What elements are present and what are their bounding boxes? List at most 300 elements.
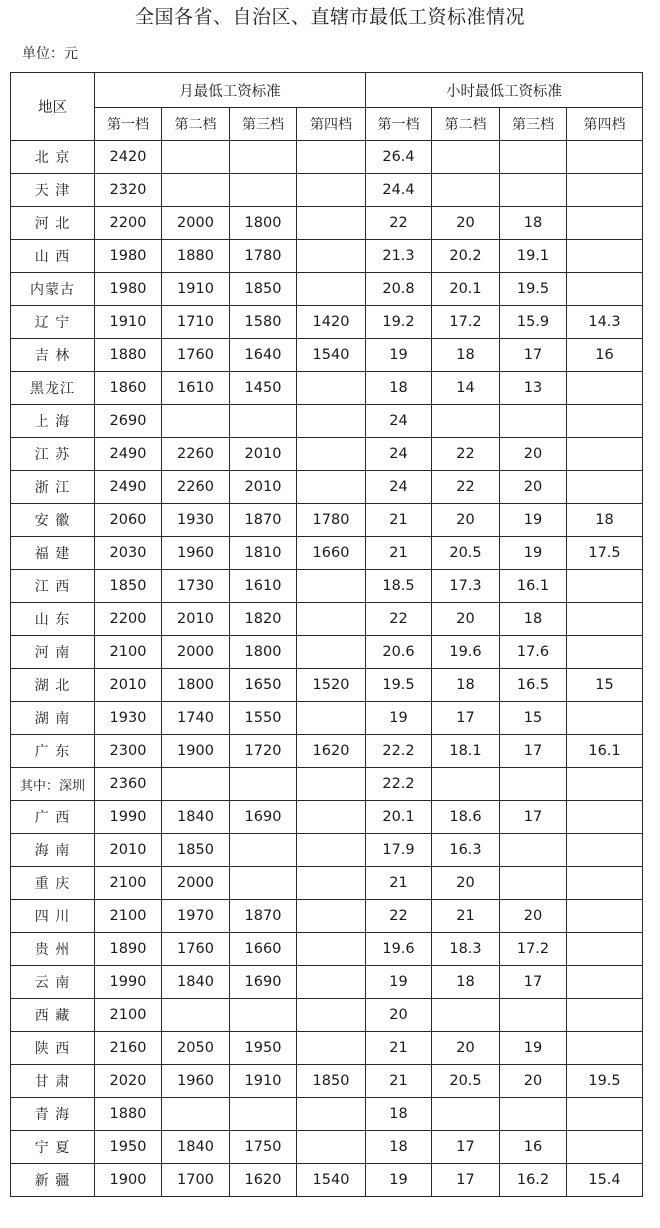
monthly-wage-cell xyxy=(230,834,297,867)
hourly-wage-cell: 20 xyxy=(500,438,567,471)
hourly-wage-cell xyxy=(567,438,643,471)
region-cell: 西 藏 xyxy=(11,999,95,1032)
table-row xyxy=(11,669,643,702)
hourly-wage-cell: 15 xyxy=(500,702,567,735)
hourly-wage-cell: 20 xyxy=(432,1032,500,1065)
region-cell: 甘 肃 xyxy=(11,1065,95,1098)
monthly-wage-cell: 1540 xyxy=(297,1164,366,1197)
monthly-wage-cell xyxy=(162,768,230,801)
monthly-wage-cell: 1690 xyxy=(230,801,297,834)
monthly-wage-cell xyxy=(297,966,366,999)
hourly-wage-cell: 19.5 xyxy=(366,669,432,702)
monthly-wage-cell: 2320 xyxy=(95,174,162,207)
hourly-wage-cell: 20.5 xyxy=(432,1065,500,1098)
hourly-wage-cell xyxy=(500,768,567,801)
hourly-wage-cell: 19.2 xyxy=(366,306,432,339)
monthly-wage-cell xyxy=(230,999,297,1032)
region-cell: 安 徽 xyxy=(11,504,95,537)
hourly-wage-cell xyxy=(432,141,500,174)
hourly-wage-cell: 17 xyxy=(500,339,567,372)
hourly-wage-cell xyxy=(567,834,643,867)
monthly-wage-cell: 2300 xyxy=(95,735,162,768)
table-row xyxy=(11,207,643,240)
region-cell: 云 南 xyxy=(11,966,95,999)
hourly-wage-cell: 20 xyxy=(432,603,500,636)
hourly-wage-cell: 15 xyxy=(567,669,643,702)
monthly-wage-cell: 1870 xyxy=(230,900,297,933)
monthly-wage-cell: 1850 xyxy=(230,273,297,306)
region-cell: 北 京 xyxy=(11,141,95,174)
monthly-wage-cell: 1610 xyxy=(162,372,230,405)
monthly-wage-cell: 1620 xyxy=(297,735,366,768)
hourly-wage-cell: 18 xyxy=(500,207,567,240)
hourly-tier-header: 第二档 xyxy=(432,108,500,141)
monthly-wage-cell: 1760 xyxy=(162,933,230,966)
table-header xyxy=(11,73,643,141)
monthly-wage-cell: 1980 xyxy=(95,240,162,273)
hourly-wage-cell: 19 xyxy=(366,339,432,372)
hourly-wage-cell: 17.5 xyxy=(567,537,643,570)
monthly-wage-cell: 1820 xyxy=(230,603,297,636)
region-cell: 湖 南 xyxy=(11,702,95,735)
monthly-wage-cell: 1990 xyxy=(95,966,162,999)
hourly-wage-cell xyxy=(567,636,643,669)
hourly-wage-cell: 19 xyxy=(500,504,567,537)
monthly-wage-cell: 2010 xyxy=(230,438,297,471)
monthly-tier-header: 第四档 xyxy=(297,108,366,141)
hourly-tier-header: 第四档 xyxy=(567,108,643,141)
monthly-wage-cell: 1540 xyxy=(297,339,366,372)
monthly-wage-cell: 1960 xyxy=(162,1065,230,1098)
region-cell: 青 海 xyxy=(11,1098,95,1131)
hourly-wage-cell: 17 xyxy=(432,702,500,735)
table-row xyxy=(11,768,643,801)
monthly-wage-cell: 2690 xyxy=(95,405,162,438)
hourly-wage-cell: 17.9 xyxy=(366,834,432,867)
hourly-wage-cell xyxy=(432,405,500,438)
monthly-wage-cell: 1950 xyxy=(95,1131,162,1164)
monthly-wage-cell: 1580 xyxy=(230,306,297,339)
hourly-wage-cell xyxy=(567,603,643,636)
monthly-wage-cell xyxy=(230,768,297,801)
region-cell: 四 川 xyxy=(11,900,95,933)
monthly-wage-cell: 2360 xyxy=(95,768,162,801)
table-row xyxy=(11,603,643,636)
hourly-wage-cell xyxy=(567,867,643,900)
table-row xyxy=(11,174,643,207)
hourly-wage-cell: 21 xyxy=(366,504,432,537)
table-row xyxy=(11,933,643,966)
monthly-wage-cell xyxy=(297,240,366,273)
monthly-wage-cell: 2020 xyxy=(95,1065,162,1098)
monthly-wage-cell xyxy=(297,999,366,1032)
monthly-wage-cell: 2000 xyxy=(162,636,230,669)
region-cell: 内蒙古 xyxy=(11,273,95,306)
monthly-wage-cell: 1660 xyxy=(230,933,297,966)
table-row xyxy=(11,1131,643,1164)
hourly-wage-cell: 19.5 xyxy=(567,1065,643,1098)
monthly-wage-cell: 1720 xyxy=(230,735,297,768)
hourly-wage-cell: 21 xyxy=(366,1065,432,1098)
region-cell: 浙 江 xyxy=(11,471,95,504)
hourly-wage-cell xyxy=(567,1098,643,1131)
monthly-wage-cell xyxy=(297,471,366,504)
hourly-wage-cell: 22 xyxy=(366,207,432,240)
monthly-wage-cell: 2060 xyxy=(95,504,162,537)
hourly-tier-header: 第一档 xyxy=(366,108,432,141)
monthly-wage-cell xyxy=(297,207,366,240)
monthly-tier-header: 第三档 xyxy=(230,108,297,141)
region-cell: 新 疆 xyxy=(11,1164,95,1197)
hourly-wage-cell xyxy=(567,1131,643,1164)
monthly-wage-cell xyxy=(297,438,366,471)
monthly-wage-cell: 2490 xyxy=(95,438,162,471)
minimum-wage-table xyxy=(10,72,643,1197)
monthly-wage-cell: 1890 xyxy=(95,933,162,966)
region-cell: 贵 州 xyxy=(11,933,95,966)
region-cell: 福 建 xyxy=(11,537,95,570)
hourly-wage-cell: 17.6 xyxy=(500,636,567,669)
monthly-wage-cell: 2200 xyxy=(95,207,162,240)
hourly-wage-cell: 18 xyxy=(366,372,432,405)
table-row xyxy=(11,438,643,471)
hourly-wage-cell xyxy=(500,999,567,1032)
monthly-wage-cell: 1980 xyxy=(95,273,162,306)
hourly-wage-cell: 20 xyxy=(366,999,432,1032)
hourly-wage-cell: 20.6 xyxy=(366,636,432,669)
hourly-wage-cell: 17 xyxy=(432,1131,500,1164)
hourly-wage-cell xyxy=(567,174,643,207)
region-cell: 广 东 xyxy=(11,735,95,768)
monthly-wage-cell: 2260 xyxy=(162,438,230,471)
hourly-wage-cell xyxy=(500,405,567,438)
region-cell: 辽 宁 xyxy=(11,306,95,339)
hourly-wage-cell: 17.2 xyxy=(500,933,567,966)
monthly-wage-cell: 1450 xyxy=(230,372,297,405)
monthly-wage-cell: 1760 xyxy=(162,339,230,372)
hourly-wage-cell: 19.1 xyxy=(500,240,567,273)
hourly-wage-cell: 20.1 xyxy=(366,801,432,834)
region-cell: 天 津 xyxy=(11,174,95,207)
region-cell: 江 苏 xyxy=(11,438,95,471)
monthly-wage-cell: 2100 xyxy=(95,867,162,900)
hourly-wage-cell: 20 xyxy=(432,867,500,900)
monthly-wage-cell: 2000 xyxy=(162,867,230,900)
hourly-wage-cell xyxy=(500,141,567,174)
hourly-wage-cell: 20 xyxy=(500,900,567,933)
monthly-wage-cell xyxy=(230,174,297,207)
table-row xyxy=(11,240,643,273)
region-cell: 黑龙江 xyxy=(11,372,95,405)
hourly-wage-cell: 17 xyxy=(432,1164,500,1197)
monthly-wage-cell xyxy=(230,867,297,900)
hourly-wage-cell: 17 xyxy=(500,735,567,768)
table-row xyxy=(11,702,643,735)
hourly-wage-cell: 22 xyxy=(432,471,500,504)
hourly-wage-cell xyxy=(567,801,643,834)
monthly-wage-cell: 1700 xyxy=(162,1164,230,1197)
hourly-wage-cell: 22 xyxy=(366,900,432,933)
monthly-wage-cell: 1550 xyxy=(230,702,297,735)
hourly-wage-cell xyxy=(432,174,500,207)
monthly-wage-cell: 2030 xyxy=(95,537,162,570)
monthly-tier-header: 第一档 xyxy=(95,108,162,141)
monthly-wage-cell xyxy=(297,174,366,207)
table-row xyxy=(11,504,643,537)
hourly-wage-cell: 15.4 xyxy=(567,1164,643,1197)
monthly-wage-cell: 1800 xyxy=(230,207,297,240)
hourly-wage-cell xyxy=(567,999,643,1032)
hourly-wage-cell: 22.2 xyxy=(366,735,432,768)
table-row xyxy=(11,1164,643,1197)
hourly-wage-cell: 18.3 xyxy=(432,933,500,966)
monthly-wage-cell: 1800 xyxy=(230,636,297,669)
monthly-wage-cell xyxy=(297,867,366,900)
monthly-wage-cell: 2490 xyxy=(95,471,162,504)
region-cell: 广 西 xyxy=(11,801,95,834)
hourly-wage-cell: 13 xyxy=(500,372,567,405)
monthly-tier-header: 第二档 xyxy=(162,108,230,141)
region-cell: 上 海 xyxy=(11,405,95,438)
monthly-wage-cell: 2010 xyxy=(95,834,162,867)
hourly-wage-cell: 18 xyxy=(500,603,567,636)
table-row xyxy=(11,636,643,669)
monthly-wage-cell xyxy=(297,372,366,405)
hourly-wage-cell xyxy=(567,372,643,405)
hourly-wage-cell: 21 xyxy=(366,537,432,570)
monthly-wage-cell xyxy=(297,405,366,438)
hourly-wage-cell xyxy=(567,966,643,999)
hourly-wage-cell xyxy=(567,570,643,603)
hourly-wage-cell: 19 xyxy=(366,1164,432,1197)
monthly-wage-cell: 1690 xyxy=(230,966,297,999)
table-row xyxy=(11,1032,643,1065)
monthly-wage-cell: 1870 xyxy=(230,504,297,537)
monthly-wage-cell: 1930 xyxy=(162,504,230,537)
hourly-wage-cell: 18 xyxy=(432,339,500,372)
monthly-wage-cell: 2010 xyxy=(230,471,297,504)
monthly-wage-cell: 1620 xyxy=(230,1164,297,1197)
hourly-wage-cell: 19 xyxy=(366,966,432,999)
hourly-wage-cell: 19.5 xyxy=(500,273,567,306)
region-cell: 宁 夏 xyxy=(11,1131,95,1164)
hourly-wage-cell: 18 xyxy=(567,504,643,537)
table-row xyxy=(11,273,643,306)
hourly-wage-cell: 16.1 xyxy=(567,735,643,768)
table-row xyxy=(11,405,643,438)
hourly-wage-cell: 24 xyxy=(366,405,432,438)
hourly-wage-cell: 17.3 xyxy=(432,570,500,603)
hourly-wage-cell: 17 xyxy=(500,966,567,999)
table-row xyxy=(11,141,643,174)
hourly-wage-cell: 14.3 xyxy=(567,306,643,339)
monthly-wage-cell: 1900 xyxy=(162,735,230,768)
hourly-wage-cell: 21 xyxy=(432,900,500,933)
hourly-wage-cell: 19.6 xyxy=(366,933,432,966)
hourly-wage-cell xyxy=(567,900,643,933)
monthly-wage-cell: 1860 xyxy=(95,372,162,405)
hourly-wage-cell xyxy=(567,1032,643,1065)
region-cell: 湖 北 xyxy=(11,669,95,702)
region-cell: 其中：深圳 xyxy=(11,768,95,801)
hourly-wage-cell: 16 xyxy=(567,339,643,372)
monthly-wage-cell: 2000 xyxy=(162,207,230,240)
monthly-wage-cell: 1420 xyxy=(297,306,366,339)
monthly-wage-cell: 1850 xyxy=(297,1065,366,1098)
hourly-wage-cell xyxy=(500,174,567,207)
hourly-wage-cell: 20.1 xyxy=(432,273,500,306)
hourly-wage-cell: 24 xyxy=(366,438,432,471)
hourly-wage-cell: 20.5 xyxy=(432,537,500,570)
monthly-wage-cell: 1650 xyxy=(230,669,297,702)
monthly-wage-cell: 2100 xyxy=(95,636,162,669)
monthly-group-header: 月最低工资标准 xyxy=(95,73,366,108)
monthly-wage-cell: 1750 xyxy=(230,1131,297,1164)
monthly-wage-cell xyxy=(297,768,366,801)
table-row xyxy=(11,570,643,603)
table-row xyxy=(11,471,643,504)
hourly-wage-cell: 20 xyxy=(432,504,500,537)
hourly-wage-cell: 20 xyxy=(500,471,567,504)
hourly-wage-cell: 24 xyxy=(366,471,432,504)
table-row xyxy=(11,801,643,834)
hourly-wage-cell xyxy=(500,1098,567,1131)
region-cell: 重 庆 xyxy=(11,867,95,900)
table-row xyxy=(11,867,643,900)
hourly-wage-cell: 24.4 xyxy=(366,174,432,207)
monthly-wage-cell: 2260 xyxy=(162,471,230,504)
hourly-wage-cell: 20 xyxy=(432,207,500,240)
monthly-wage-cell: 1910 xyxy=(230,1065,297,1098)
region-cell: 河 南 xyxy=(11,636,95,669)
monthly-wage-cell xyxy=(297,636,366,669)
unit-label: 单位：元 xyxy=(22,46,78,62)
monthly-wage-cell: 2100 xyxy=(95,900,162,933)
monthly-wage-cell: 2100 xyxy=(95,999,162,1032)
monthly-wage-cell: 1610 xyxy=(230,570,297,603)
hourly-tier-header: 第三档 xyxy=(500,108,567,141)
hourly-wage-cell: 14 xyxy=(432,372,500,405)
monthly-wage-cell: 1910 xyxy=(95,306,162,339)
region-cell: 吉 林 xyxy=(11,339,95,372)
monthly-wage-cell xyxy=(230,405,297,438)
monthly-wage-cell xyxy=(297,1032,366,1065)
table-row xyxy=(11,1065,643,1098)
hourly-wage-cell: 16.3 xyxy=(432,834,500,867)
monthly-wage-cell: 1850 xyxy=(162,834,230,867)
monthly-wage-cell: 2050 xyxy=(162,1032,230,1065)
monthly-wage-cell: 1990 xyxy=(95,801,162,834)
hourly-wage-cell: 26.4 xyxy=(366,141,432,174)
monthly-wage-cell: 1880 xyxy=(162,240,230,273)
hourly-wage-cell: 19.6 xyxy=(432,636,500,669)
hourly-wage-cell: 20 xyxy=(500,1065,567,1098)
table-row xyxy=(11,1098,643,1131)
hourly-wage-cell xyxy=(567,933,643,966)
monthly-wage-cell: 1800 xyxy=(162,669,230,702)
hourly-wage-cell: 18 xyxy=(432,669,500,702)
hourly-wage-cell: 18.5 xyxy=(366,570,432,603)
monthly-wage-cell xyxy=(230,141,297,174)
monthly-wage-cell xyxy=(297,141,366,174)
monthly-wage-cell: 1520 xyxy=(297,669,366,702)
region-column-header: 地区 xyxy=(11,73,95,141)
hourly-wage-cell: 22 xyxy=(366,603,432,636)
monthly-wage-cell xyxy=(230,1098,297,1131)
monthly-wage-cell xyxy=(162,999,230,1032)
monthly-wage-cell: 2160 xyxy=(95,1032,162,1065)
table-row xyxy=(11,999,643,1032)
hourly-wage-cell xyxy=(500,834,567,867)
table-row xyxy=(11,735,643,768)
hourly-wage-cell: 16.2 xyxy=(500,1164,567,1197)
monthly-wage-cell xyxy=(162,174,230,207)
monthly-wage-cell xyxy=(297,1098,366,1131)
region-cell: 山 东 xyxy=(11,603,95,636)
hourly-wage-cell: 19 xyxy=(500,1032,567,1065)
monthly-wage-cell: 1840 xyxy=(162,966,230,999)
hourly-wage-cell xyxy=(567,240,643,273)
hourly-wage-cell: 16.5 xyxy=(500,669,567,702)
hourly-wage-cell: 20.2 xyxy=(432,240,500,273)
region-cell: 海 南 xyxy=(11,834,95,867)
hourly-wage-cell: 22.2 xyxy=(366,768,432,801)
monthly-wage-cell: 1950 xyxy=(230,1032,297,1065)
monthly-wage-cell xyxy=(297,900,366,933)
monthly-wage-cell: 1930 xyxy=(95,702,162,735)
hourly-wage-cell: 19 xyxy=(500,537,567,570)
monthly-wage-cell xyxy=(297,834,366,867)
hourly-wage-cell: 16 xyxy=(500,1131,567,1164)
monthly-wage-cell: 1730 xyxy=(162,570,230,603)
monthly-wage-cell: 2420 xyxy=(95,141,162,174)
hourly-group-header: 小时最低工资标准 xyxy=(366,73,643,108)
region-cell: 陕 西 xyxy=(11,1032,95,1065)
hourly-wage-cell xyxy=(567,273,643,306)
hourly-wage-cell: 18 xyxy=(432,966,500,999)
hourly-wage-cell: 17 xyxy=(500,801,567,834)
table-body xyxy=(11,141,643,1197)
monthly-wage-cell: 2010 xyxy=(162,603,230,636)
table-row xyxy=(11,306,643,339)
table-row xyxy=(11,372,643,405)
monthly-wage-cell: 1780 xyxy=(297,504,366,537)
monthly-wage-cell: 1850 xyxy=(95,570,162,603)
monthly-wage-cell: 1640 xyxy=(230,339,297,372)
table-row xyxy=(11,834,643,867)
monthly-wage-cell xyxy=(297,1131,366,1164)
hourly-wage-cell xyxy=(432,1098,500,1131)
monthly-wage-cell: 1840 xyxy=(162,801,230,834)
table-row xyxy=(11,537,643,570)
hourly-wage-cell: 21.3 xyxy=(366,240,432,273)
monthly-wage-cell: 1970 xyxy=(162,900,230,933)
monthly-wage-cell xyxy=(297,801,366,834)
monthly-wage-cell xyxy=(162,405,230,438)
monthly-wage-cell xyxy=(297,273,366,306)
hourly-wage-cell xyxy=(567,702,643,735)
monthly-wage-cell xyxy=(297,570,366,603)
monthly-wage-cell: 2200 xyxy=(95,603,162,636)
region-cell: 河 北 xyxy=(11,207,95,240)
monthly-wage-cell: 1910 xyxy=(162,273,230,306)
hourly-wage-cell: 17.2 xyxy=(432,306,500,339)
region-cell: 山 西 xyxy=(11,240,95,273)
monthly-wage-cell: 2010 xyxy=(95,669,162,702)
hourly-wage-cell: 20.8 xyxy=(366,273,432,306)
monthly-wage-cell xyxy=(162,141,230,174)
hourly-wage-cell: 18.1 xyxy=(432,735,500,768)
